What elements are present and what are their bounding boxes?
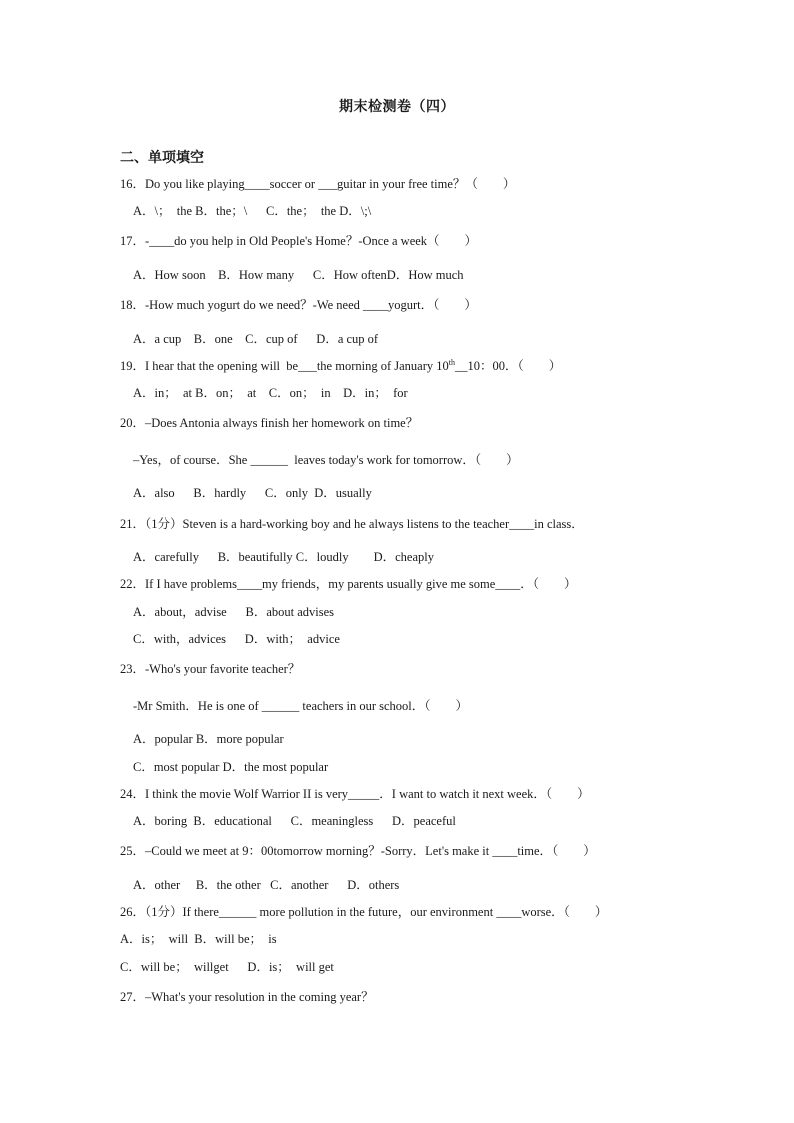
question-26-options-row1: A．is； will B．will be； is bbox=[120, 932, 277, 946]
question-21-stem: 21．（1分）Steven is a hard-working boy and he always listens to the teacher____in class． bbox=[120, 517, 584, 531]
question-17-stem: 17．-____do you help in Old People's Home？-Once a week（ ） bbox=[120, 234, 478, 248]
question-22-stem: 22．If I have problems____my friends，my parents usually give me some____．（ ） bbox=[120, 577, 577, 591]
question-22-options-row1: A．about，advise B．about advises bbox=[133, 605, 335, 619]
question-19-stem-part-b: __10：00．（ ） bbox=[454, 359, 562, 373]
page-title: 期末检测卷（四） bbox=[339, 99, 455, 115]
question-18-options: A．a cup B．one C．cup of D．a cup of bbox=[133, 332, 379, 346]
question-19-options: A．in； at B．on； at C．on； in D．in； for bbox=[133, 386, 408, 400]
question-27-stem: 27．–What's your resolution in the coming year？ bbox=[120, 990, 374, 1004]
question-24-options: A．boring B．educational C．meaningless D．peaceful bbox=[133, 814, 456, 828]
question-17-options: A．How soon B．How many C．How oftenD．How much bbox=[133, 268, 464, 282]
question-21-options: A．carefully B．beautifully C．loudly D．cheaply bbox=[133, 550, 434, 564]
ordinal-suffix: th bbox=[448, 357, 455, 367]
question-22-options-row2: C．with，advices D．with； advice bbox=[133, 632, 340, 646]
question-23-options-row1: A．popular B．more popular bbox=[133, 732, 284, 746]
question-23-stem-reply: -Mr Smith．He is one of ______ teachers in our school．（ ） bbox=[133, 699, 469, 713]
question-20-stem: 20．–Does Antonia always finish her homework on time？ bbox=[120, 416, 419, 430]
question-19-stem bbox=[120, 358, 561, 374]
question-16-options: A．\； the B．the；\ C．the； the D．\;\ bbox=[133, 204, 372, 218]
question-26-stem: 26．（1分）If there______ more pollution in the future，our environment ____worse．（ ） bbox=[120, 905, 608, 919]
question-24-stem: 24．I think the movie Wolf Warrior II is very_____．I want to watch it next week．（ ） bbox=[120, 787, 590, 801]
question-25-options: A．other B．the other C．another D．others bbox=[133, 878, 400, 892]
question-20-stem-reply: –Yes，of course．She ______ leaves today's work for tomorrow．（ ） bbox=[133, 453, 519, 467]
question-19-stem-part-a: 19．I hear that the opening will be___the morning of January 10 bbox=[120, 359, 449, 373]
section-heading: 二、单项填空 bbox=[120, 150, 204, 166]
question-23-stem: 23．-Who's your favorite teacher？ bbox=[120, 662, 301, 676]
question-16-stem: 16．Do you like playing____soccer or ___guitar in your free time？（ ） bbox=[120, 177, 516, 191]
question-23-options-row2: C．most popular D．the most popular bbox=[133, 760, 329, 774]
question-18-stem: 18．-How much yogurt do we need？-We need ____yogurt．（ ） bbox=[120, 298, 477, 312]
question-25-stem: 25．–Could we meet at 9：00tomorrow morning？-Sorry．Let's make it ____time．（ ） bbox=[120, 844, 596, 858]
question-26-options-row2: C．will be； willget D．is； will get bbox=[120, 960, 334, 974]
question-20-options: A．also B．hardly C．only D．usually bbox=[133, 486, 372, 500]
